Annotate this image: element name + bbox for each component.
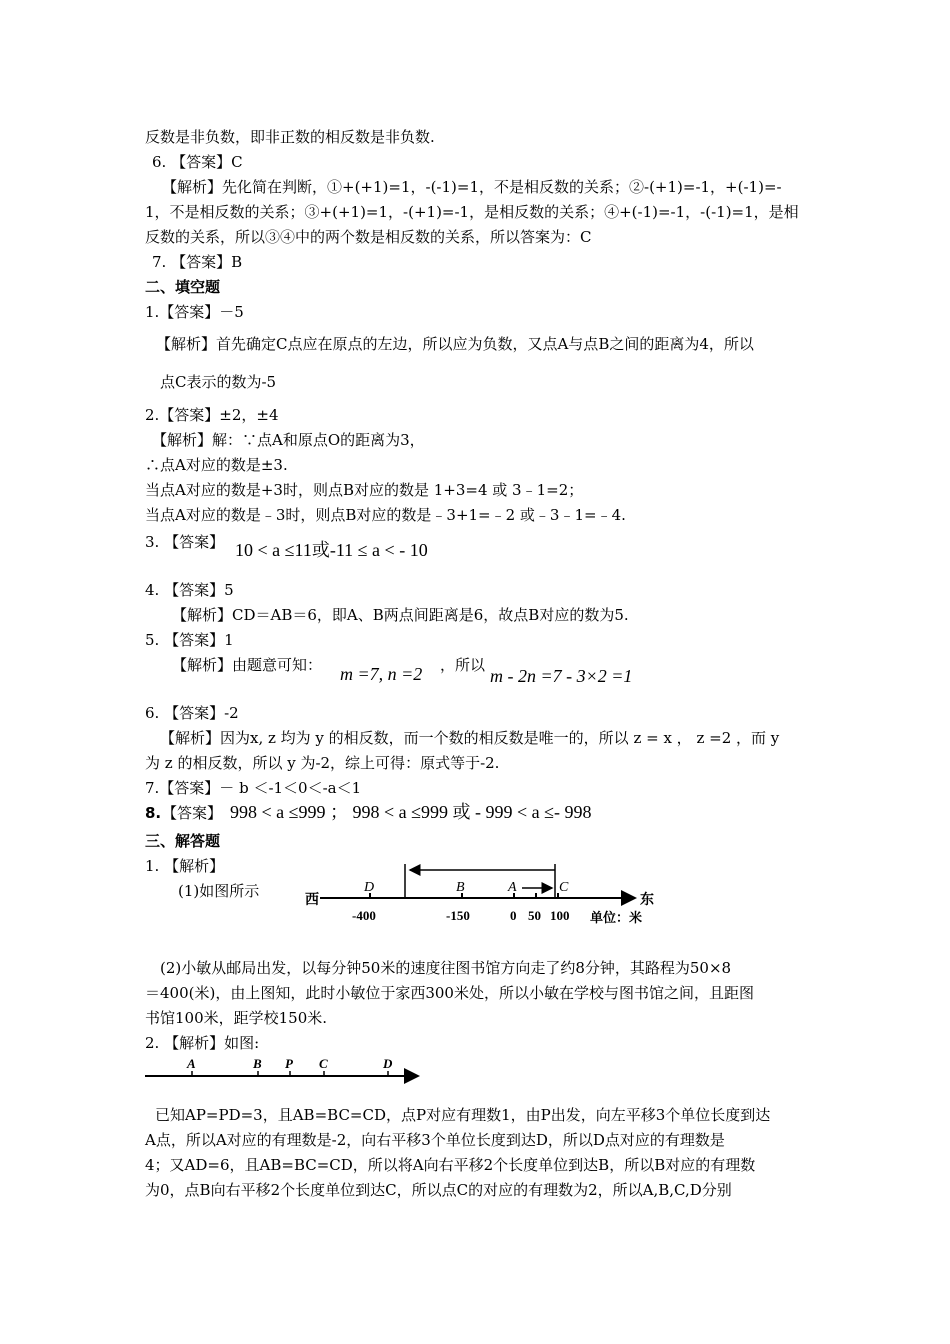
paragraph-line: 为0，点B向右平移2个长度单位到达C，所以点C的对应的有理数为2，所以A,B,C,D分别 <box>145 1181 732 1199</box>
analysis-line: 【解析】先化简在判断，①+(+1)=1，-(-1)=1，不是相反数的关系；②-(+1)=-1，+(-1)=- <box>162 178 782 196</box>
paragraph-line: 书馆100米，距学校150米. <box>145 1009 328 1027</box>
text-line: 反数是非负数，即非正数的相反数是非负数. <box>145 128 435 146</box>
text-line: 当点A对应的数是+3时，则点B对应的数是 1+3=4 或 3﹣1=2； <box>145 481 584 499</box>
paragraph-line: 已知AP=PD=3，且AB=BC=CD，点P对应有理数1，由P出发，向左平移3个单位长度到达 <box>155 1106 771 1124</box>
text-line: 当点A对应的数是﹣3时，则点B对应的数是﹣3+1=﹣2 或﹣3﹣1=﹣4. <box>145 506 626 524</box>
answer-line: 7.【答案】－ b ＜-1＜0＜-a＜1 <box>145 779 362 797</box>
answer-line: 6. 【答案】C <box>152 153 243 171</box>
point-label-C: C <box>319 1056 328 1071</box>
point-label-P: P <box>285 1056 293 1071</box>
paragraph-line: A点，所以A对应的有理数是-2，向右平移3个单位长度到达D，所以D点对应的有理数是 <box>145 1131 725 1149</box>
number-line-figure-1 <box>300 858 660 930</box>
answer-line: 5. 【答案】1 <box>145 631 234 649</box>
math-expression: m =7, n =2 <box>340 664 423 684</box>
west-label: 西 <box>305 893 319 908</box>
text-line: 反数的关系，所以③④中的两个数是相反数的关系，所以答案为：C <box>145 228 592 246</box>
analysis-line: 【解析】首先确定C点应在原点的左边，所以应为负数，又点A与点B之间的距离为4，所以 <box>156 335 754 353</box>
paragraph-line: (2)小敏从邮局出发，以每分钟50米的速度往图书馆方向走了约8分钟，其路程为50×8 <box>160 959 732 977</box>
math-expression: 10 < a ≤11或-11 ≤ a < - 10 <box>235 540 428 560</box>
point-label-A: A <box>508 880 517 895</box>
point-label-A: A <box>187 1056 196 1071</box>
answer-label: 【答案】 <box>162 804 223 822</box>
tick-label-100: 100 <box>550 908 570 923</box>
point-label-B: B <box>253 1056 262 1071</box>
analysis-line: 【解析】由题意可知： <box>172 656 323 674</box>
text-line: 点C表示的数为-5 <box>160 373 277 391</box>
point-label-D: D <box>364 880 375 895</box>
tick-label-0: 0 <box>510 908 517 923</box>
number-line-figure-2 <box>140 1052 425 1087</box>
answer-line: 6. 【答案】-2 <box>145 704 239 722</box>
analysis-line: 【解析】因为x, z 均为 y 的相反数，而一个数的相反数是唯一的，所以 z = x ， z =2 ，而 y <box>160 729 780 747</box>
math-expression: 998 < a ≤999 ； 998 < a ≤999 或 - 999 < a ≤- 998 <box>230 802 592 822</box>
question-number: 8. <box>145 804 162 822</box>
paragraph-line: ＝400(米)，由上图知，此时小敏位于家西300米处，所以小敏在学校与图书馆之间，且距图 <box>145 984 754 1002</box>
unit-label: 单位：米 <box>590 910 643 925</box>
text-line: ∴点A对应的数是±3. <box>145 456 288 474</box>
section-heading: 三、解答题 <box>145 832 221 850</box>
point-label-B: B <box>456 880 465 895</box>
analysis-line: 2. 【解析】如图: <box>145 1034 260 1052</box>
point-label-C: C <box>559 880 569 895</box>
answer-line: 7. 【答案】B <box>152 253 243 271</box>
tick-label-50: 50 <box>528 908 541 923</box>
answer-line: 3. 【答案】 <box>145 533 225 551</box>
section-heading: 二、填空题 <box>145 278 221 296</box>
analysis-line: 1. 【解析】 <box>145 857 225 875</box>
east-label: 东 <box>640 893 654 908</box>
text-line: ，所以 <box>440 656 486 674</box>
tick-label-minus150: -150 <box>446 908 470 923</box>
point-label-D: D <box>383 1056 393 1071</box>
answer-line: 4. 【答案】5 <box>145 581 234 599</box>
text-line: (1)如图所示 <box>178 882 260 900</box>
answer-line: 1.【答案】－5 <box>145 303 244 321</box>
answer-line: 2.【答案】±2，±4 <box>145 406 279 424</box>
text-line: 为 z 的相反数，所以 y 为-2，综上可得：原式等于-2. <box>145 754 500 772</box>
text-line: 1，不是相反数的关系；③+(+1)=1，-(+1)=-1，是相反数的关系；④+(-1)=-1，-(-1)=1，是相 <box>145 203 799 221</box>
tick-label-minus400: -400 <box>352 908 376 923</box>
paragraph-line: 4；又AD=6，且AB=BC=CD，所以将A向右平移2个长度单位到达B，所以B对应的有理数 <box>145 1156 756 1174</box>
analysis-line: 【解析】解：∵点A和原点O的距离为3， <box>152 431 425 449</box>
analysis-line: 【解析】CD＝AB＝6，即A、B两点间距离是6，故点B对应的数为5. <box>172 606 629 624</box>
math-expression: m - 2n =7 - 3×2 =1 <box>490 666 633 686</box>
